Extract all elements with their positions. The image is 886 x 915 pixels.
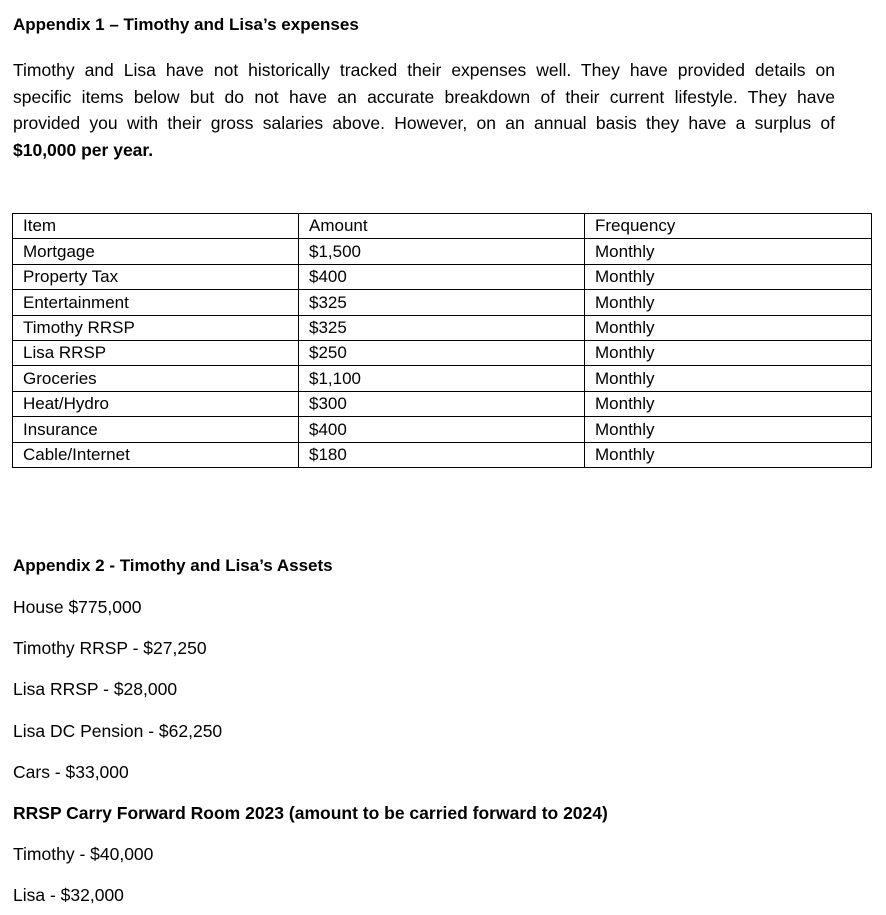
frequency-cell: Monthly xyxy=(585,391,872,416)
item-cell: Lisa RRSP xyxy=(13,340,299,365)
item-cell: Property Tax xyxy=(13,264,299,289)
table-row xyxy=(13,290,872,315)
asset-house: House $775,000 xyxy=(13,597,142,617)
paragraph-line: Timothy and Lisa have not historically tracked their expenses well. They have provided details on xyxy=(13,60,835,80)
frequency-cell: Monthly xyxy=(585,442,872,467)
table-row xyxy=(13,264,872,289)
table-row xyxy=(13,417,872,442)
carry-forward-timothy: Timothy - $40,000 xyxy=(13,844,154,864)
carry-forward-title: RRSP Carry Forward Room 2023 (amount to be carried forward to 2024) xyxy=(13,803,608,823)
frequency-cell: Monthly xyxy=(585,290,872,315)
surplus-amount: $10,000 per year. xyxy=(13,139,154,160)
asset-lisa-rrsp: Lisa RRSP - $28,000 xyxy=(13,679,178,699)
amount-cell: $1,100 xyxy=(299,366,585,391)
table-row xyxy=(13,391,872,416)
item-cell: Insurance xyxy=(13,417,299,442)
expenses-table xyxy=(12,213,872,468)
amount-cell: $250 xyxy=(299,340,585,365)
appendix-1-paragraph xyxy=(13,57,835,163)
item-cell: Groceries xyxy=(13,366,299,391)
asset-cars: Cars - $33,000 xyxy=(13,762,129,782)
appendix-1-title: Appendix 1 – Timothy and Lisa’s expenses xyxy=(13,15,359,34)
table-row xyxy=(13,239,872,264)
header-amount: Amount xyxy=(299,214,585,239)
amount-cell: $400 xyxy=(299,264,585,289)
frequency-cell: Monthly xyxy=(585,239,872,264)
item-cell: Mortgage xyxy=(13,239,299,264)
amount-cell: $325 xyxy=(299,290,585,315)
table-row xyxy=(13,442,872,467)
header-frequency: Frequency xyxy=(585,214,872,239)
amount-cell: $325 xyxy=(299,315,585,340)
frequency-cell: Monthly xyxy=(585,264,872,289)
frequency-cell: Monthly xyxy=(585,366,872,391)
amount-cell: $300 xyxy=(299,391,585,416)
header-item: Item xyxy=(13,214,299,239)
appendix-2-title: Appendix 2 - Timothy and Lisa’s Assets xyxy=(13,556,333,575)
item-cell: Cable/Internet xyxy=(13,442,299,467)
frequency-cell: Monthly xyxy=(585,417,872,442)
amount-cell: $400 xyxy=(299,417,585,442)
item-cell: Timothy RRSP xyxy=(13,315,299,340)
carry-forward-lisa: Lisa - $32,000 xyxy=(13,885,124,905)
frequency-cell: Monthly xyxy=(585,315,872,340)
item-cell: Heat/Hydro xyxy=(13,391,299,416)
asset-timothy-rrsp: Timothy RRSP - $27,250 xyxy=(13,638,207,658)
table-row xyxy=(13,366,872,391)
amount-cell: $180 xyxy=(299,442,585,467)
table-row xyxy=(13,315,872,340)
amount-cell: $1,500 xyxy=(299,239,585,264)
paragraph-line: specific items below but do not have an accurate breakdown of their current lifestyle. They have xyxy=(13,86,835,107)
item-cell: Entertainment xyxy=(13,290,299,315)
paragraph-line: provided you with their gross salaries above. However, on an annual basis they have a surplus of xyxy=(13,113,835,133)
frequency-cell: Monthly xyxy=(585,340,872,365)
table-row xyxy=(13,340,872,365)
table-header-row xyxy=(13,214,872,239)
asset-lisa-dc-pension: Lisa DC Pension - $62,250 xyxy=(13,721,223,741)
